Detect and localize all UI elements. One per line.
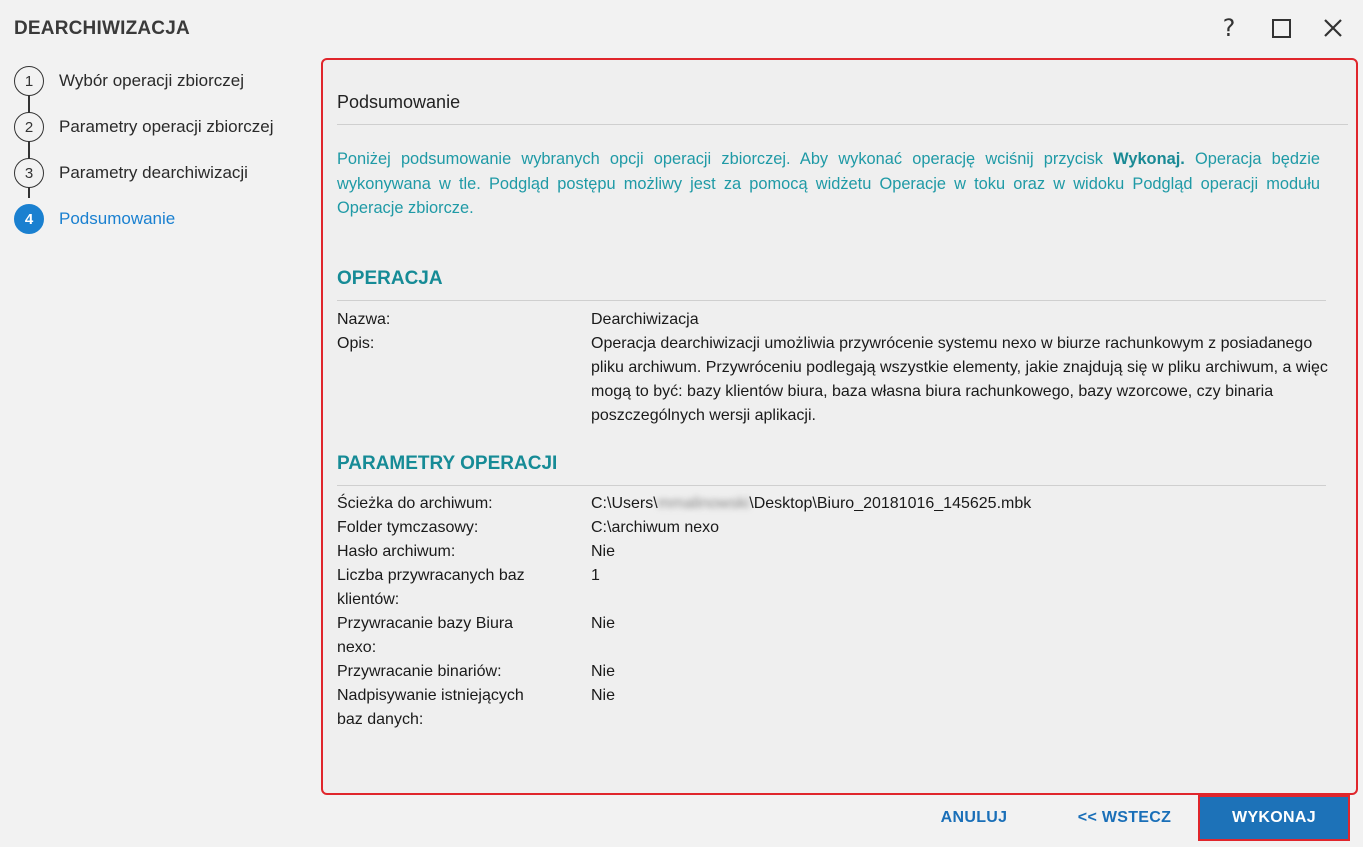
row-sciezka xyxy=(337,492,1336,516)
row-nadpisywanie xyxy=(337,684,1336,732)
field-label: Nadpisywanie istniejących baz danych: xyxy=(337,687,524,728)
field-label: Hasło archiwum: xyxy=(337,543,456,560)
maximize-button[interactable] xyxy=(1265,12,1297,44)
path-prefix: C:\Users\ xyxy=(591,495,658,512)
step-number: 4 xyxy=(14,204,44,234)
intro-text-tail: Operacja będzie wykonywana w tle. Podgląd postępu możliwy jest za pomocą widżetu Operacje w toku oraz w widoku Podgląd operacji modułu Operacje zbiorcze. xyxy=(337,150,1320,217)
row-folder xyxy=(337,516,1336,540)
help-button[interactable] xyxy=(1213,12,1245,44)
section-title-operacja: OPERACJA xyxy=(337,268,443,289)
section-title-parametry: PARAMETRY OPERACJI xyxy=(337,453,558,474)
path-suffix: \Desktop\Biuro_20181016_145625.mbk xyxy=(749,495,1032,512)
step-parametry-dearchiwizacji[interactable] xyxy=(14,150,314,196)
wizard-steps xyxy=(14,58,314,242)
field-value: Nie xyxy=(591,687,616,704)
field-value xyxy=(591,492,1336,516)
window-title: DEARCHIWIZACJA xyxy=(14,18,190,39)
summary-heading: Podsumowanie xyxy=(337,92,461,112)
field-value: 1 xyxy=(591,567,600,584)
field-value: C:\archiwum nexo xyxy=(591,519,720,536)
row-opis xyxy=(337,332,1336,428)
footer-bar xyxy=(0,795,1363,847)
intro-bold: Wykonaj. xyxy=(1113,150,1185,168)
cancel-button[interactable]: ANULUJ xyxy=(940,809,1008,826)
field-label: Nazwa: xyxy=(337,311,391,328)
step-label: Parametry dearchiwizacji xyxy=(59,163,248,182)
field-value: Dearchiwizacja xyxy=(591,311,699,328)
summary-intro xyxy=(337,147,1320,221)
field-value: Nie xyxy=(591,615,616,632)
close-button[interactable] xyxy=(1317,12,1349,44)
divider xyxy=(337,124,1348,125)
step-label: Parametry operacji zbiorczej xyxy=(59,117,274,136)
step-podsumowanie[interactable] xyxy=(14,196,314,242)
step-number: 3 xyxy=(14,158,44,188)
field-value: Nie xyxy=(591,543,616,560)
intro-text: Poniżej podsumowanie wybranych opcji operacji zbiorczej. Aby wykonać operację wciśnij przycisk xyxy=(337,150,1114,168)
step-label: Podsumowanie xyxy=(59,209,176,228)
step-label: Wybór operacji zbiorczej xyxy=(59,71,245,90)
maximize-icon xyxy=(1272,19,1291,38)
row-binaria xyxy=(337,660,1336,684)
step-number: 1 xyxy=(14,66,44,96)
step-number: 2 xyxy=(14,112,44,142)
field-label: Przywracanie bazy Biura nexo: xyxy=(337,615,514,656)
row-nazwa xyxy=(337,308,1336,332)
close-icon xyxy=(1323,18,1343,38)
field-value: Operacja dearchiwizacji umożliwia przywrócenie systemu nexo w biurze rachunkowym z posiadanego pliku archiwum. Przywróceniu podlegają wszystkie elementy, jakie znajdują się w pliku archiwum, a więc mogą to być: bazy klientów biura, baza własna biura rachunkowego, bazy wzorcowe, czy binaria poszczególnych wersji aplikacji. xyxy=(591,335,1328,424)
step-parametry-operacji[interactable] xyxy=(14,104,314,150)
row-haslo xyxy=(337,540,1336,564)
step-wybor-operacji[interactable] xyxy=(14,58,314,104)
field-label: Folder tymczasowy: xyxy=(337,519,479,536)
row-baza-biura xyxy=(337,612,1336,660)
field-label: Przywracanie binariów: xyxy=(337,663,502,680)
field-label: Ścieżka do archiwum: xyxy=(337,495,493,512)
path-username-blurred: mmalinowski xyxy=(657,495,750,512)
execute-button[interactable]: WYKONAJ xyxy=(1198,795,1350,841)
row-liczba xyxy=(337,564,1336,612)
field-label: Liczba przywracanych baz klientów: xyxy=(337,567,525,608)
help-icon: ? xyxy=(1222,14,1236,42)
window-controls xyxy=(1213,12,1349,44)
divider xyxy=(337,300,1326,301)
back-button[interactable]: << WSTECZ xyxy=(1077,809,1172,826)
summary-panel xyxy=(321,58,1358,795)
divider xyxy=(337,485,1326,486)
field-label: Opis: xyxy=(337,335,375,352)
field-value: Nie xyxy=(591,663,616,680)
